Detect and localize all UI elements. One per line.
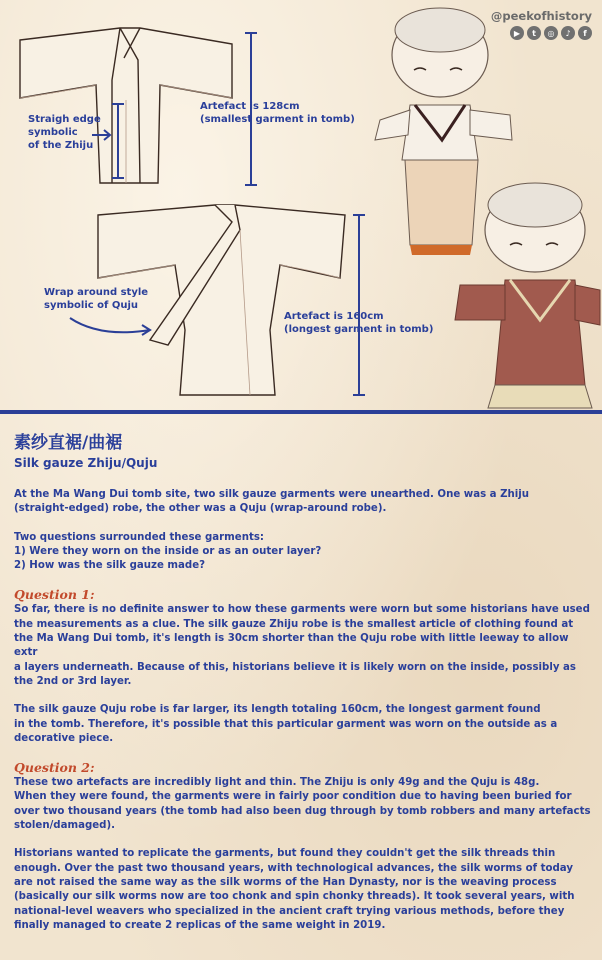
tumblr-icon[interactable]: t (527, 26, 541, 40)
question-2-paragraph-1: These two artefacts are incredibly light and thin. The Zhiju is only 49g and the Quju is 48g. When they were found, the garments were in fairly poor condition due to having been buried for over two thousand years (the tomb had also been dug through by tomb robbers and many artefacts stolen/damaged). (14, 777, 591, 832)
question-2-paragraph-2: Historians wanted to replicate the garments, but found they couldn't get the silk threads thin enough. Over the past two thousand years, with technological advances, the silk worms of today are not raised the same way as the silk worms of the Han Dynasty, nor is the weaving process (basically our silk worms now are too chonk and spin chonky threads). It took several years, with national-level weavers who specialized in the ancient craft trying various methods, before they finally managed to create 2 replicas of the same weight in 2019. (14, 848, 575, 931)
question-1-paragraph-2: The silk gauze Quju robe is far larger, its length totaling 160cm, the longest garment found in the tomb. Therefore, it's possible that this particular garment was worn on the outside as a decorative piece. (14, 704, 558, 744)
questions-paragraph: Two questions surrounded these garments: 1) Were they worn on the inside or as an outer layer? 2) How was the silk gauze made? (14, 531, 322, 572)
social-icons-row (510, 26, 592, 40)
article-body (14, 432, 592, 933)
question-1-heading: Question 1: (14, 587, 95, 603)
title-chinese: 素纱直裾/曲裾 (14, 433, 123, 453)
zhiju-size-label: Artefact is 128cm (smallest garment in tomb) (200, 101, 355, 125)
character-illustration-red-robe (455, 183, 600, 408)
question-1-paragraph-1: So far, there is no definite answer to how these garments were worn but some historians have used the measurements as a clue. The silk gauze Zhiju robe is the smallest article of clothing found at the Ma Wang Dui tomb, it's length is 30cm shorter than the Quju robe with little leeway to allow extr a layers underneath. Because of this, historians believe it is likely worn on the inside, possibly as the 2nd or 3rd layer. (14, 604, 590, 687)
section-divider (0, 410, 602, 414)
question-2-heading: Question 2: (14, 760, 95, 776)
quju-length-marker (353, 215, 365, 395)
garment-illustration (0, 0, 602, 410)
illustration-panel (0, 0, 602, 410)
zhiju-edge-label: Straigh edge symbolic of the Zhiju (28, 114, 101, 151)
youtube-icon[interactable]: ▶ (510, 26, 524, 40)
social-handle[interactable]: @peekofhistory (490, 9, 592, 23)
instagram-icon[interactable]: ◎ (544, 26, 558, 40)
facebook-icon[interactable]: f (578, 26, 592, 40)
tiktok-icon[interactable]: ♪ (561, 26, 575, 40)
quju-wrap-label: Wrap around style symbolic of Quju (44, 287, 149, 311)
title-english: Silk gauze Zhiju/Quju (14, 456, 158, 470)
quju-size-label: Artefact is 160cm (longest garment in tomb) (284, 311, 434, 335)
intro-paragraph: At the Ma Wang Dui tomb site, two silk gauze garments were unearthed. One was a Zhiju (straight-edged) robe, the other was a Quju (wrap-around robe). (14, 489, 529, 515)
